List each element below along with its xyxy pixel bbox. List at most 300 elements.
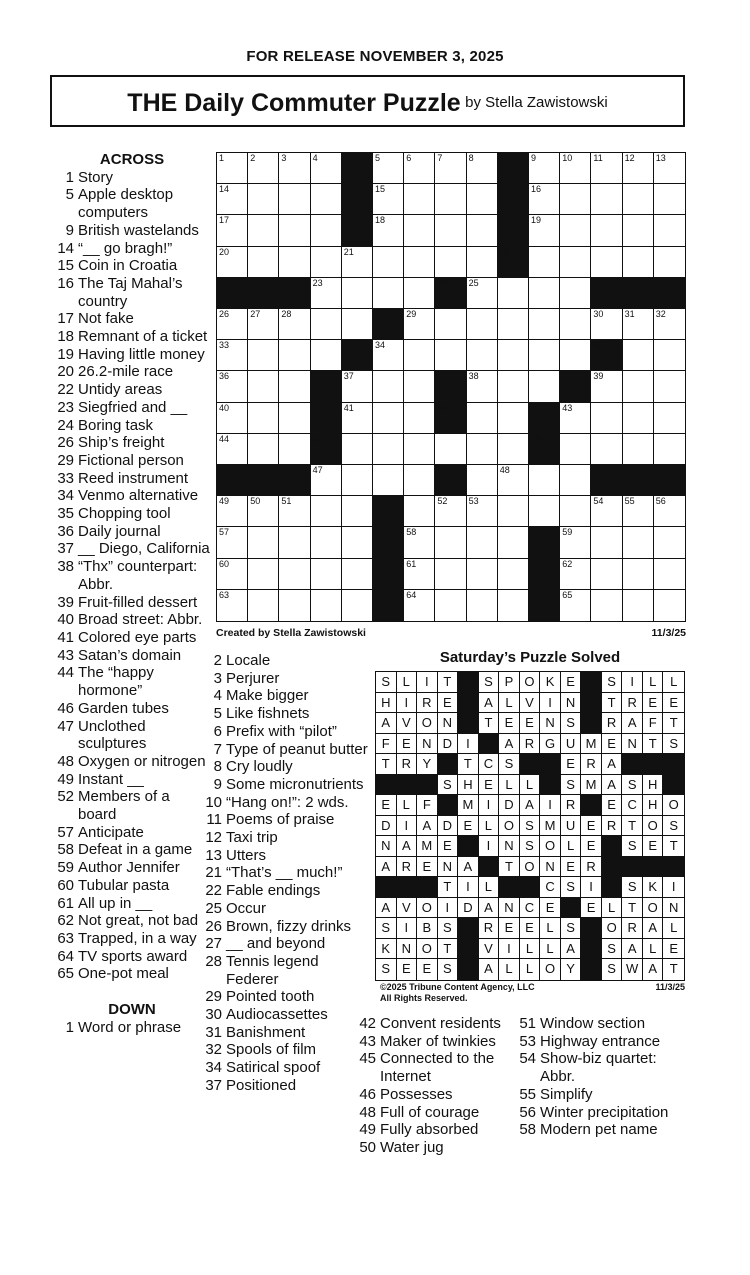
clue-down-col2-34 (200, 1059, 370, 1077)
solution-letter: T (499, 857, 520, 878)
solution-block (581, 918, 602, 939)
grid-cell (373, 403, 404, 434)
clue-number: 32 (205, 1041, 222, 1059)
solution-letter: T (479, 713, 500, 734)
solution-block (622, 857, 643, 878)
grid-cell (373, 278, 404, 309)
solution-letter: L (602, 898, 623, 919)
solution-letter: B (417, 918, 438, 939)
solution-letter: T (643, 734, 664, 755)
solution-letter: I (417, 672, 438, 693)
solution-letter: R (520, 734, 541, 755)
solution-letter: S (520, 836, 541, 857)
solution-copyright (380, 982, 685, 1004)
grid-cell (435, 215, 466, 246)
grid-cell (654, 559, 685, 590)
solution-letter: E (643, 693, 664, 714)
grid-cell (311, 496, 342, 527)
clue-number: 9 (65, 221, 74, 239)
solution-block (397, 775, 418, 796)
clue-across-40 (52, 611, 212, 629)
clue-number: 22 (57, 381, 74, 399)
grid-cell (498, 559, 529, 590)
solution-block (540, 775, 561, 796)
grid-cell (654, 527, 685, 558)
solution-letter: S (622, 877, 643, 898)
solution-letter: N (376, 836, 397, 857)
grid-block (529, 434, 560, 465)
clue-down-col2-28 (200, 953, 370, 988)
solution-letter: T (622, 816, 643, 837)
grid-cell (248, 340, 279, 371)
clue-text: Untidy areas (78, 381, 163, 399)
grid-cell (373, 371, 404, 402)
cell-number: 23 (312, 277, 323, 288)
grid-cell (404, 559, 435, 590)
cell-number: 25 (468, 277, 479, 288)
solution-letter: D (438, 734, 459, 755)
clue-number: 16 (57, 274, 74, 292)
cell-number: 24 (437, 277, 448, 288)
grid-cell (342, 496, 373, 527)
solution-letter: T (669, 961, 678, 977)
grid-cell (467, 309, 498, 340)
grid-cell (623, 434, 654, 465)
grid-cell (591, 403, 622, 434)
solution-letter: V (520, 693, 541, 714)
solution-letter: F (376, 734, 397, 755)
grid-cell (591, 215, 622, 246)
cell-number: 60 (219, 558, 230, 569)
clue-text: “Hang on!”: 2 wds. (226, 793, 349, 811)
solution-letter: L (397, 672, 418, 693)
grid-cell (373, 215, 404, 246)
solution-letter: L (499, 775, 520, 796)
grid-cell (342, 278, 373, 309)
solution-letter: V (479, 939, 500, 960)
clue-down-col2-29 (200, 988, 370, 1006)
cell-number: 38 (468, 371, 479, 382)
clue-number: 37 (57, 540, 74, 558)
clue-across-26 (52, 434, 212, 452)
solution-letter: N (540, 857, 561, 878)
clue-text: Members of a board (78, 788, 170, 824)
clue-down-col2-22 (200, 882, 370, 900)
clue-text: Occur (226, 899, 267, 917)
cell-number: 14 (219, 184, 230, 195)
clue-down-col2-4 (200, 687, 370, 705)
grid-cell (342, 403, 373, 434)
clue-number: 53 (519, 1032, 536, 1050)
solution-letter: I (479, 795, 500, 816)
grid-cell (560, 184, 591, 215)
clue-text: Venmo alternative (78, 487, 199, 505)
grid-cell (467, 340, 498, 371)
clue-across-33 (52, 470, 212, 488)
grid-cell (279, 184, 310, 215)
solution-block (520, 877, 541, 898)
clue-number: 10 (205, 793, 222, 811)
grid-block (435, 465, 466, 496)
grid-cell (435, 309, 466, 340)
grid-cell (373, 340, 404, 371)
solution-letter: E (561, 857, 582, 878)
clue-number: 34 (57, 487, 74, 505)
grid-block (435, 403, 466, 434)
cell-number: 12 (624, 153, 635, 163)
grid-cell (560, 309, 591, 340)
cell-number: 1 (219, 153, 225, 163)
solution-date: 11/3/25 (655, 982, 685, 992)
clue-number: 65 (57, 965, 74, 983)
solution-letter: L (479, 816, 500, 837)
solution-letter: A (376, 857, 397, 878)
solution-block (581, 939, 602, 960)
clue-down-col4-54 (514, 1050, 690, 1085)
grid-cell (435, 527, 466, 558)
clue-across-62 (52, 912, 212, 930)
solution-letter: E (581, 836, 602, 857)
grid-cell (217, 247, 248, 278)
clue-across-38 (52, 558, 212, 593)
clue-down-col3-43 (354, 1033, 526, 1051)
cell-number: 4 (312, 153, 318, 163)
grid-block (654, 465, 685, 496)
solution-letter: I (458, 734, 479, 755)
solution-letter: D (438, 816, 459, 837)
cell-number: 42 (437, 402, 448, 413)
grid-cell (342, 247, 373, 278)
cell-number: 50 (250, 496, 261, 507)
solution-letter: I (397, 693, 418, 714)
cell-number: 54 (593, 496, 604, 507)
solution-block (663, 857, 684, 878)
grid-cell (435, 153, 466, 184)
clue-text: “__ go bragh!” (78, 239, 173, 257)
grid-cell (404, 184, 435, 215)
solution-letter: A (376, 898, 397, 919)
solution-letter: E (602, 795, 623, 816)
solution-letter: V (397, 898, 418, 919)
clue-across-47 (52, 718, 212, 753)
grid-cell (560, 215, 591, 246)
grid-cell (217, 434, 248, 465)
grid-cell (623, 403, 654, 434)
clue-text: “Thx” counterpart: Abbr. (78, 558, 198, 593)
cell-number: 58 (406, 527, 417, 538)
clue-number: 17 (57, 310, 74, 328)
cell-number: 17 (219, 215, 230, 226)
solution-letter: S (622, 775, 643, 796)
clue-across-49 (52, 771, 212, 789)
solution-block (602, 877, 623, 898)
grid-cell (217, 590, 248, 621)
grid-cell (467, 403, 498, 434)
clue-number: 36 (57, 522, 74, 540)
grid-cell (467, 215, 498, 246)
solution-block (540, 754, 561, 775)
grid-block (498, 215, 529, 246)
clue-down-col2-2 (200, 652, 370, 670)
clue-down-col2-21 (200, 864, 370, 882)
grid-cell (654, 590, 685, 621)
solution-letter: A (499, 734, 520, 755)
cell-number: 29 (406, 309, 417, 319)
grid-cell (279, 496, 310, 527)
clue-number: 34 (205, 1059, 222, 1077)
clue-across-18 (52, 328, 212, 346)
grid-block (373, 559, 404, 590)
solution-letter: A (602, 754, 623, 775)
grid-cell (279, 340, 310, 371)
clue-text: Ship’s freight (78, 434, 165, 452)
grid-cell (591, 559, 622, 590)
grid-cell (498, 309, 529, 340)
clue-number: 63 (57, 929, 74, 947)
solution-letter: A (479, 898, 500, 919)
clue-text: Window section (540, 1015, 646, 1032)
grid-cell (591, 184, 622, 215)
clue-text: Broad street: Abbr. (78, 611, 203, 629)
grid-block (435, 371, 466, 402)
solution-letter: I (540, 795, 561, 816)
solution-block (458, 939, 479, 960)
solution-letter: S (561, 713, 582, 734)
grid-cell (591, 496, 622, 527)
credit-date: 11/3/25 (651, 627, 686, 639)
grid-cell (654, 309, 685, 340)
solution-letter: S (561, 918, 582, 939)
clue-text: British wastelands (78, 221, 199, 239)
cell-number: 6 (406, 153, 412, 163)
solution-letter: N (540, 713, 561, 734)
clue-across-29 (52, 452, 212, 470)
clue-text: Prefix with “pilot” (226, 722, 337, 740)
clue-number: 58 (57, 841, 74, 859)
clue-text: Anticipate (78, 823, 144, 841)
grid-cell (373, 184, 404, 215)
solution-letter: O (663, 795, 684, 816)
clue-number: 29 (205, 988, 222, 1006)
solution-letter: A (561, 939, 582, 960)
grid-block (529, 590, 560, 621)
clue-number: 13 (205, 846, 222, 864)
down-clue-list-3 (354, 1015, 526, 1157)
solution-letter: E (663, 939, 684, 960)
solution-letter: L (397, 795, 418, 816)
solution-letter: E (602, 734, 623, 755)
solution-letter: I (581, 877, 602, 898)
grid-cell (498, 434, 529, 465)
cell-number: 57 (219, 527, 230, 538)
grid-cell (404, 278, 435, 309)
grid-cell (498, 465, 529, 496)
clue-number: 61 (57, 894, 74, 912)
solution-letter: D (376, 816, 397, 837)
grid-cell (467, 434, 498, 465)
solution-letter: N (397, 939, 418, 960)
grid-cell (311, 309, 342, 340)
grid-cell (217, 153, 248, 184)
solution-letter: R (417, 693, 438, 714)
clue-text: Modern pet name (540, 1121, 658, 1139)
solution-letter: T (438, 939, 459, 960)
cell-number: 59 (562, 527, 573, 538)
grid-cell (311, 527, 342, 558)
grid-block (529, 527, 560, 558)
solution-letter: O (417, 713, 438, 734)
solution-letter: E (458, 816, 479, 837)
grid-cell (373, 153, 404, 184)
solution-letter: N (561, 693, 582, 714)
solution-block (479, 734, 500, 755)
grid-block (591, 340, 622, 371)
clue-number: 24 (57, 416, 74, 434)
solution-letter: A (643, 918, 664, 939)
clue-number: 5 (213, 705, 222, 723)
clue-text: Fable endings (226, 882, 321, 900)
solution-block (663, 754, 684, 775)
solution-block (581, 672, 602, 693)
grid-cell (529, 278, 560, 309)
clue-number: 49 (359, 1121, 376, 1139)
solution-letter: S (376, 672, 397, 693)
grid-cell (342, 371, 373, 402)
solution-letter: A (376, 713, 397, 734)
solution-letter: E (397, 734, 418, 755)
clue-down-col2-25 (200, 900, 370, 918)
grid-cell (623, 371, 654, 402)
solution-block (479, 857, 500, 878)
clue-text: Taxi trip (226, 829, 278, 847)
grid-cell (467, 247, 498, 278)
grid-cell (529, 371, 560, 402)
clue-number: 5 (65, 186, 74, 204)
clue-number: 2 (213, 652, 222, 669)
solution-letter: M (458, 795, 479, 816)
clue-number: 48 (359, 1103, 376, 1121)
clue-text: Cry loudly (226, 758, 293, 776)
solution-letter: N (663, 898, 684, 919)
grid-cell (248, 215, 279, 246)
clue-number: 46 (359, 1085, 376, 1103)
cell-number: 21 (343, 246, 354, 257)
solution-block (438, 795, 459, 816)
grid-cell (560, 590, 591, 621)
solution-letter: N (499, 898, 520, 919)
grid-block (529, 559, 560, 590)
grid-cell (529, 309, 560, 340)
grid-cell (248, 403, 279, 434)
grid-cell (279, 371, 310, 402)
grid-cell (217, 371, 248, 402)
down-heading: DOWN (108, 1001, 156, 1019)
solution-letter: L (520, 959, 541, 980)
solution-letter: I (397, 918, 418, 939)
grid-cell (529, 215, 560, 246)
solution-letter: R (602, 713, 623, 734)
clue-text: Trapped, in a way (78, 929, 197, 947)
clue-text: Instant __ (78, 770, 144, 788)
solution-letter: S (602, 672, 623, 693)
clue-across-39 (52, 594, 212, 612)
solution-letter: R (581, 857, 602, 878)
grid-block (248, 465, 279, 496)
clue-text: Simplify (540, 1085, 593, 1103)
grid-cell (311, 184, 342, 215)
solution-letter: Y (561, 959, 582, 980)
clue-text: Chopping tool (78, 505, 171, 523)
solution-letter: R (622, 693, 643, 714)
clue-number: 37 (205, 1076, 222, 1094)
clue-number: 6 (213, 722, 222, 740)
grid-cell (498, 496, 529, 527)
solution-letter: S (520, 816, 541, 837)
clue-across-60 (52, 877, 212, 895)
clue-text: Author Jennifer (78, 859, 180, 877)
grid-cell (529, 247, 560, 278)
solution-block (376, 877, 397, 898)
clue-number: 64 (57, 947, 74, 965)
clue-down-col2-31 (200, 1024, 370, 1042)
solution-letter: M (581, 775, 602, 796)
credit-text: Created by Stella Zawistowski (216, 627, 366, 639)
grid-block (373, 527, 404, 558)
grid-cell (373, 434, 404, 465)
clue-number: 42 (359, 1015, 376, 1032)
grid-cell (404, 215, 435, 246)
cell-number: 41 (343, 402, 354, 413)
clue-number: 56 (519, 1103, 536, 1121)
clue-down-col2-3 (200, 670, 370, 688)
release-date: FOR RELEASE NOVEMBER 3, 2025 (246, 48, 504, 65)
grid-cell (342, 434, 373, 465)
grid-cell (404, 309, 435, 340)
grid-block (342, 153, 373, 184)
grid-cell (498, 371, 529, 402)
solution-letter: N (622, 734, 643, 755)
solution-letter: I (479, 836, 500, 857)
solution-letter: I (540, 693, 561, 714)
grid-cell (591, 247, 622, 278)
grid-cell (248, 309, 279, 340)
clue-text: Make bigger (226, 687, 309, 705)
cell-number: 61 (406, 558, 417, 569)
clue-down-col2-11 (200, 811, 370, 829)
grid-block (560, 371, 591, 402)
grid-block (373, 590, 404, 621)
grid-cell (311, 153, 342, 184)
cell-number: 49 (219, 496, 230, 507)
solution-letter: O (540, 836, 561, 857)
grid-cell (311, 340, 342, 371)
clue-number: 19 (57, 345, 74, 363)
solution-letter: A (479, 693, 500, 714)
solution-block (581, 959, 602, 980)
solution-block (417, 877, 438, 898)
clue-text: Apple desktop computers (78, 186, 174, 222)
grid-block (279, 465, 310, 496)
clue-across-65 (52, 965, 212, 983)
clue-text: Satirical spoof (226, 1059, 321, 1077)
grid-block (217, 465, 248, 496)
clue-across-20 (52, 363, 212, 381)
clue-text: Siegfried and __ (78, 398, 188, 416)
solution-title: Saturday’s Puzzle Solved (439, 649, 621, 666)
solution-letter: E (540, 898, 561, 919)
solution-letter: T (438, 672, 459, 693)
grid-block (342, 340, 373, 371)
